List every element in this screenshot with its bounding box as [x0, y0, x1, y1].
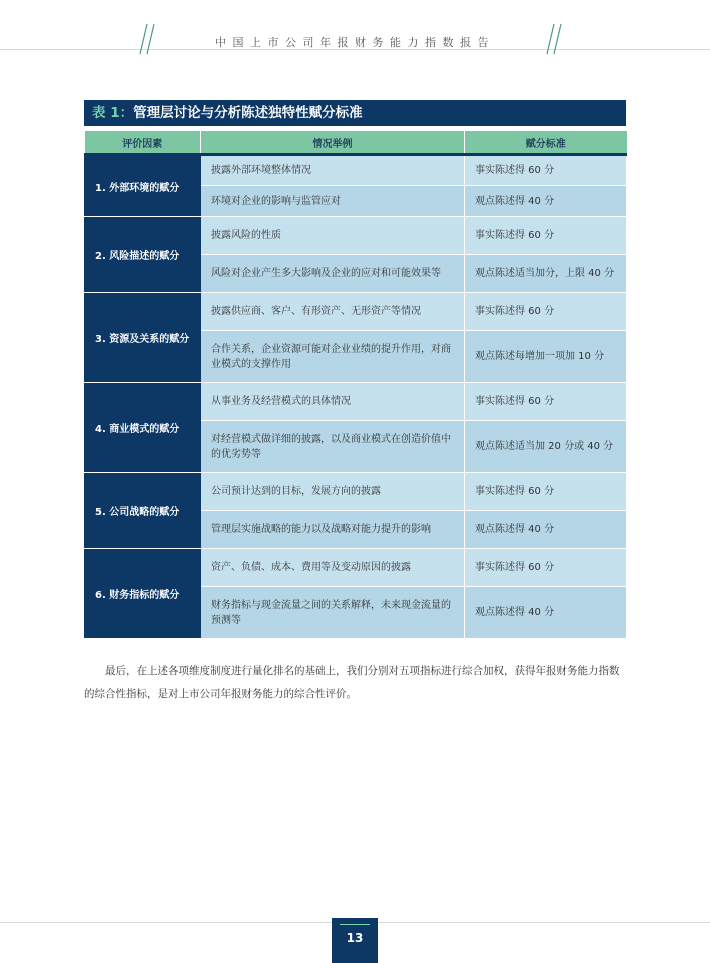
- example-cell: 环境对企业的影响与监管应对: [201, 186, 465, 217]
- example-cell: 资产、负债、成本、费用等及变动原因的披露: [201, 549, 465, 587]
- example-cell: 风险对企业产生多大影响及企业的应对和可能效果等: [201, 255, 465, 293]
- factor-cell: 2. 风险描述的赋分: [85, 217, 201, 293]
- table-row: [85, 155, 627, 186]
- example-cell: 合作关系，企业资源可能对企业业绩的提升作用，对商业模式的支撑作用: [201, 331, 465, 383]
- standard-cell: 事实陈述得 60 分: [465, 217, 627, 255]
- page-number-badge: [332, 918, 378, 963]
- table-title-text: 管理层讨论与分析陈述独特性赋分标准: [133, 105, 363, 121]
- example-cell: 披露供应商、客户、有形资产、无形资产等情况: [201, 293, 465, 331]
- table-title-prefix: 表 1：: [92, 105, 134, 121]
- example-cell: 从事业务及经营模式的具体情况: [201, 383, 465, 421]
- standard-cell: 观点陈述适当加 20 分或 40 分: [465, 421, 627, 473]
- factor-cell: 5. 公司战略的赋分: [85, 473, 201, 549]
- header-slash-decoration-right: [545, 22, 565, 56]
- example-cell: 财务指标与现金流量之间的关系解释，未来现金流量的预测等: [201, 587, 465, 639]
- column-header-example: 情况举例: [201, 131, 465, 155]
- standard-cell: 观点陈述每增加一项加 10 分: [465, 331, 627, 383]
- table-row: [85, 217, 627, 255]
- running-title: 中国上市公司年报财务能力指数报告: [215, 36, 495, 49]
- factor-cell: 1. 外部环境的赋分: [85, 155, 201, 217]
- standard-cell: 事实陈述得 60 分: [465, 473, 627, 511]
- standard-cell: 事实陈述得 60 分: [465, 293, 627, 331]
- example-cell: 披露风险的性质: [201, 217, 465, 255]
- table-title: [84, 100, 626, 126]
- standard-cell: 事实陈述得 60 分: [465, 383, 627, 421]
- table-header-row: [85, 131, 627, 155]
- factor-cell: 3. 资源及关系的赋分: [85, 293, 201, 383]
- standard-cell: 观点陈述得 40 分: [465, 186, 627, 217]
- example-cell: 对经营模式做详细的披露，以及商业模式在创造价值中的优劣势等: [201, 421, 465, 473]
- factor-cell: 6. 财务指标的赋分: [85, 549, 201, 639]
- standard-cell: 观点陈述适当加分，上限 40 分: [465, 255, 627, 293]
- table-row: [85, 549, 627, 587]
- body-paragraph: 最后，在上述各项维度制度进行量化排名的基础上，我们分别对五项指标进行综合加权，获得年报财务能力指数的综合性指标，是对上市公司年报财务能力的综合性评价。: [84, 665, 620, 700]
- example-cell: 管理层实施战略的能力以及战略对能力提升的影响: [201, 511, 465, 549]
- factor-cell: 4. 商业模式的赋分: [85, 383, 201, 473]
- scoring-table: [84, 131, 627, 639]
- table-row: [85, 383, 627, 421]
- page-number: 13: [346, 931, 364, 945]
- page-number-accent-bar: [340, 924, 370, 925]
- example-cell: 公司预计达到的目标，发展方向的披露: [201, 473, 465, 511]
- table-row: [85, 473, 627, 511]
- example-cell: 披露外部环境整体情况: [201, 155, 465, 186]
- standard-cell: 事实陈述得 60 分: [465, 549, 627, 587]
- standard-cell: 观点陈述得 40 分: [465, 511, 627, 549]
- standard-cell: 事实陈述得 60 分: [465, 155, 627, 186]
- table-row: [85, 293, 627, 331]
- column-header-standard: 赋分标准: [465, 131, 627, 155]
- standard-cell: 观点陈述得 40 分: [465, 587, 627, 639]
- column-header-factor: 评价因素: [85, 131, 201, 155]
